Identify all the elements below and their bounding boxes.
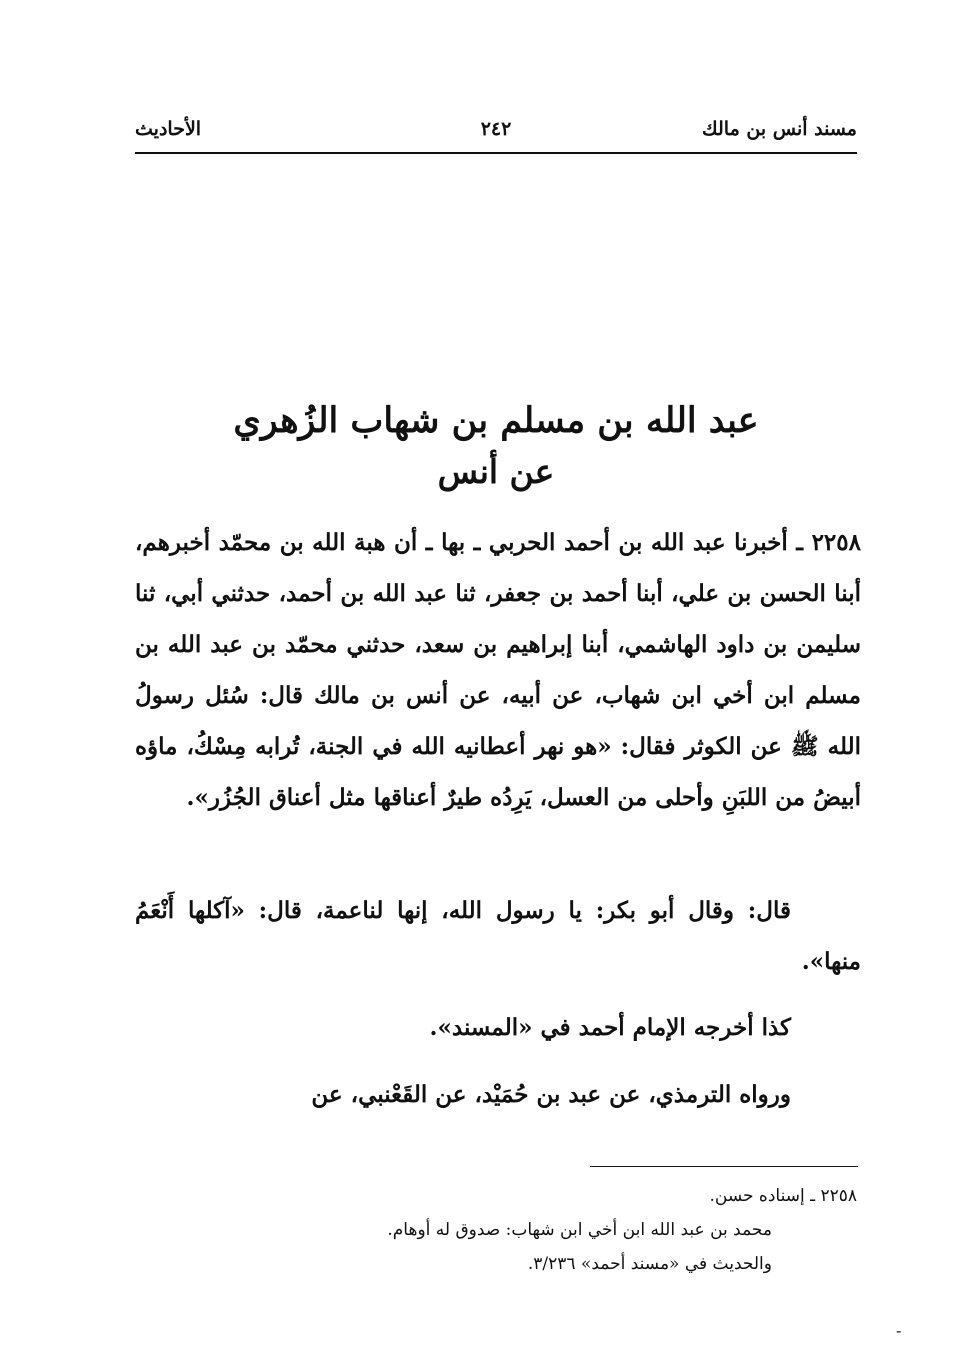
running-header bbox=[135, 112, 857, 154]
source-note-paragraph: كذا أخرجه الإمام أحمد في «المسند». bbox=[429, 1014, 791, 1041]
corner-mark: - bbox=[896, 1321, 902, 1340]
footnote-line: محمد بن عبد الله ابن أخي ابن شهاب: صدوق له أوهام. bbox=[387, 1220, 772, 1240]
header-section-title: الأحاديث bbox=[135, 118, 202, 140]
footnote-line: والحديث في «مسند أحمد» ٣/٢٣٦. bbox=[527, 1254, 772, 1274]
page-number: ٢٤٢ bbox=[480, 118, 512, 140]
section-title: عبد الله بن مسلم بن شهاب الزُهري bbox=[233, 400, 759, 441]
header-book-title: مسند أنس بن مالك bbox=[702, 118, 857, 140]
footnote-line: ٢٢٥٨ ـ إسناده حسن. bbox=[709, 1186, 857, 1206]
narration-paragraph: ورواه الترمذي، عن عبد بن حُمَيْد، عن القَعْنبي، عن bbox=[311, 1081, 791, 1108]
section-subtitle: عن أنس bbox=[437, 452, 555, 491]
hadith-continuation-paragraph: قال: وقال أبو بكر: يا رسول الله، إنها لناعمة، قال: «آكلها أَنْعَمُ منها». bbox=[135, 897, 861, 975]
hadith-paragraph: ٢٢٥٨ ـ أخبرنا عبد الله بن أحمد الحربي ـ بها ـ أن هبة الله بن محمّد أخبرهم، أبنا الحسن بن علي، أبنا أحمد بن جعفر، ثنا عبد الله بن أحمد، حدثني أبي، ثنا سليمن بن داود الهاشمي، أبنا إبراهيم بن سعد، حدثني محمّد بن عبد الله بن مسلم ابن أخي ابن شهاب، عن أبيه، عن أنس بن مالك قال: سُئل رسولُ الله ﷺ عن الكوثر فقال: «هو نهر أعطانيه الله في الجنة، تُرابه مِسْكُ، ماؤه أبيضُ من اللبَنِ وأحلى من العسل، يَرِدُه طيرٌ أعناقها مثل أعناق الجُزُر». bbox=[135, 529, 861, 811]
footnote-divider bbox=[590, 1166, 858, 1167]
